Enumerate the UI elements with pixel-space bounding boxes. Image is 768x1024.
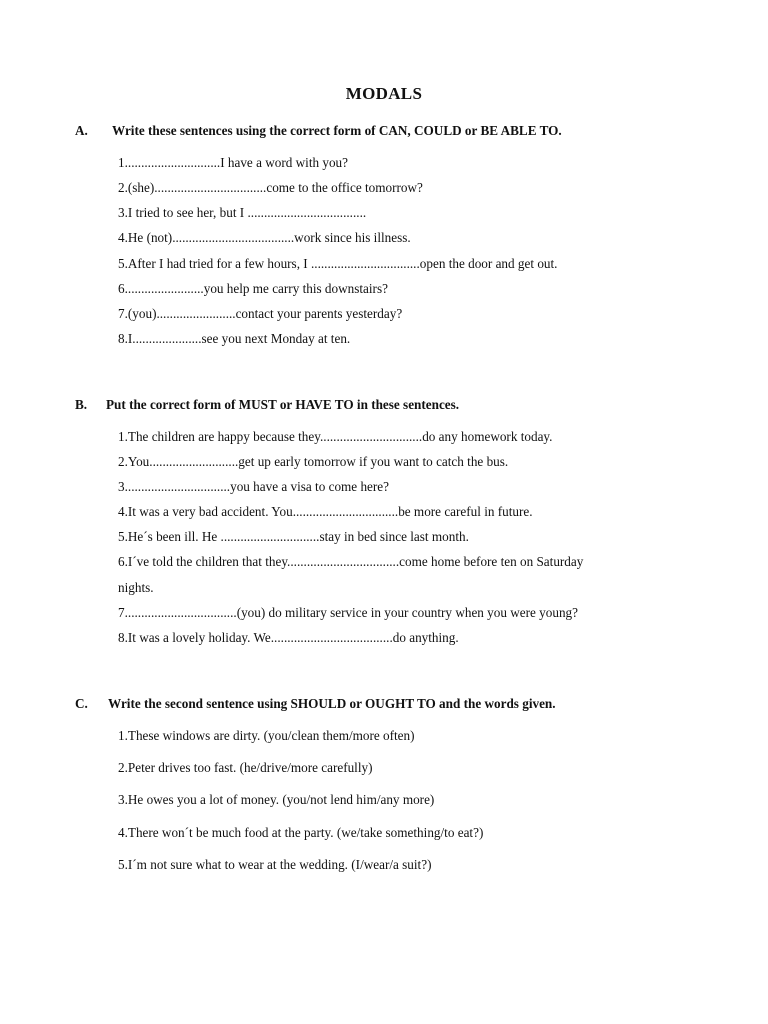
section-b-item-5: 5.He´s been ill. He ..............................stay in bed since last month. xyxy=(118,529,469,544)
section-a-item-5: 5.After I had tried for a few hours, I .................................open the door and get out. xyxy=(118,256,558,271)
section-b-item-7: 7..................................(you) do military service in your country when you were young? xyxy=(118,605,579,620)
section-a-item-4: 4.He (not).....................................work since his illness. xyxy=(118,230,411,245)
section-b-letter: B. xyxy=(75,397,88,412)
section-c-item-2: 2.Peter drives too fast. (he/drive/more carefully) xyxy=(118,760,373,775)
section-c-item-1: 1.These windows are dirty. (you/clean them/more often) xyxy=(118,728,415,743)
section-c-heading xyxy=(75,696,556,712)
section-c-title: Write the second sentence using SHOULD or OUGHT TO and the words given. xyxy=(108,696,556,711)
section-a-item-3: 3.I tried to see her, but I .................................... xyxy=(118,205,367,220)
section-b-item-1: 1.The children are happy because they...............................do any homework today. xyxy=(118,429,553,444)
section-a-letter: A. xyxy=(75,123,88,138)
section-b-title: Put the correct form of MUST or HAVE TO in these sentences. xyxy=(106,397,460,412)
section-a-item-6: 6........................you help me carry this downstairs? xyxy=(118,281,388,296)
section-c-item-5: 5.I´m not sure what to wear at the wedding. (I/wear/a suit?) xyxy=(118,857,432,872)
section-a-item-8: 8.I.....................see you next Monday at ten. xyxy=(118,331,351,346)
section-b-item-8: 8.It was a lovely holiday. We.....................................do anything. xyxy=(118,630,459,645)
section-b-item-4: 4.It was a very bad accident. You................................be more careful in future. xyxy=(118,504,533,519)
section-c-item-4: 4.There won´t be much food at the party. (we/take something/to eat?) xyxy=(118,825,484,840)
section-b-item-3: 3................................you have a visa to come here? xyxy=(118,479,390,494)
section-a-item-2: 2.(she)..................................come to the office tomorrow? xyxy=(118,180,423,195)
section-b-item-6-continued: nights. xyxy=(118,580,154,595)
section-c-item-3: 3.He owes you a lot of money. (you/not lend him/any more) xyxy=(118,792,435,807)
section-b-item-2: 2.You...........................get up early tomorrow if you want to catch the bus. xyxy=(118,454,509,469)
section-a-heading xyxy=(75,123,562,139)
section-a-item-7: 7.(you)........................contact your parents yesterday? xyxy=(118,306,403,321)
section-b-heading xyxy=(75,397,459,413)
section-b-item-6: 6.I´ve told the children that they..................................come home before ten on Saturday xyxy=(118,554,584,569)
page-title: MODALS xyxy=(345,84,423,103)
section-a-item-1: 1.............................I have a word with you? xyxy=(118,155,349,170)
section-c-letter: C. xyxy=(75,696,88,711)
section-a-title: Write these sentences using the correct form of CAN, COULD or BE ABLE TO. xyxy=(112,123,562,138)
